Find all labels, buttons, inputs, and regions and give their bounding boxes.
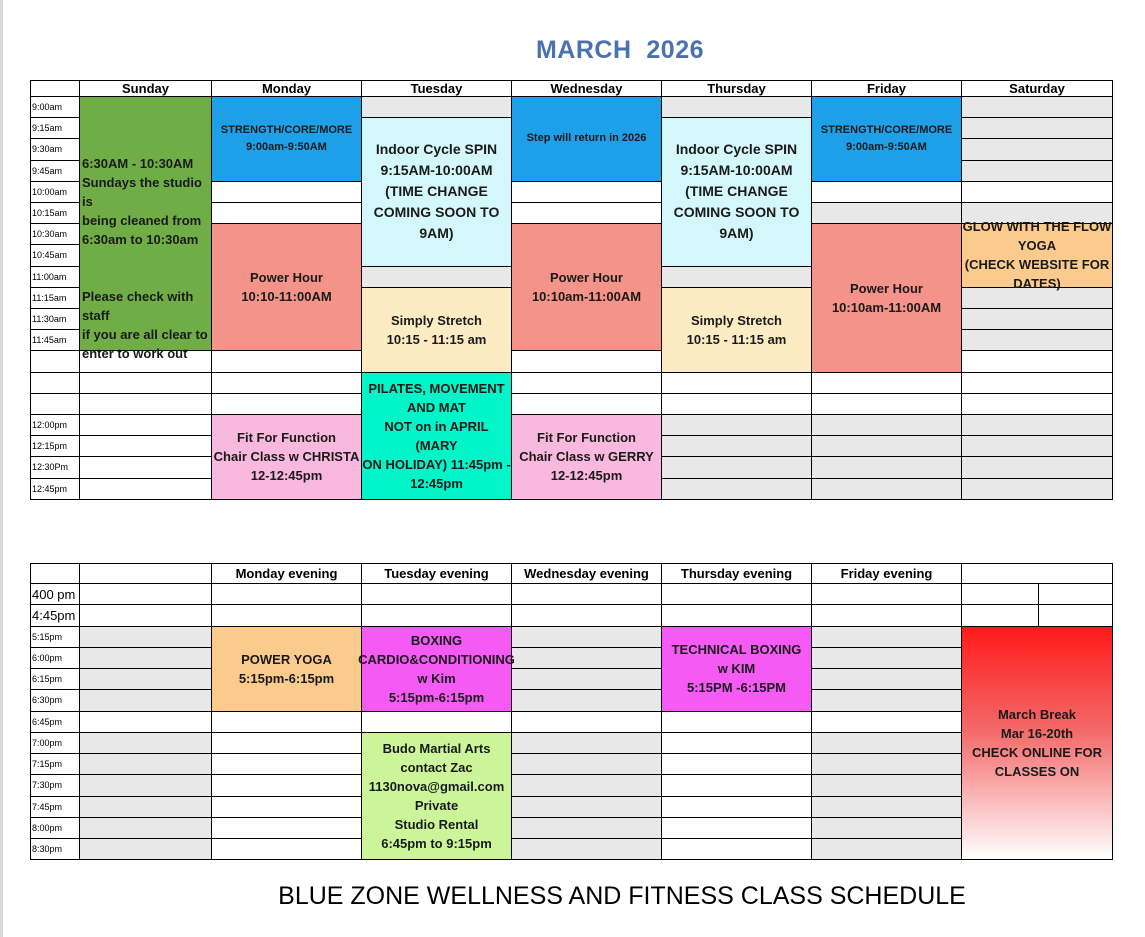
- schedule-cell: [962, 330, 1113, 351]
- schedule-cell: [662, 394, 812, 415]
- evening-header-wednesday-evening: Wednesday evening: [512, 563, 662, 584]
- time-label-11-15am: 11:15am: [30, 288, 80, 309]
- schedule-cell: [662, 457, 812, 478]
- monday-fit-for-function-text: Fit For Function Chair Class w CHRISTA 12-12:45pm: [213, 430, 360, 484]
- evening-time-label-7-45pm: 7:45pm: [30, 797, 80, 818]
- wednesday-power-hour-block: [512, 224, 662, 351]
- monday-strength-core-block: [212, 97, 362, 182]
- schedule-cell: [80, 415, 212, 436]
- time-label-10-00am: 10:00am: [30, 182, 80, 203]
- schedule-cell: [512, 373, 662, 394]
- evening-schedule-cell: [80, 690, 212, 711]
- time-label-blank-13: [30, 373, 80, 394]
- evening-time-label-4-45pm: 4:45pm: [30, 605, 80, 626]
- tuesday-boxing-cardio-text: BOXING CARDIO&CONDITIONING w Kim 5:15pm-6:15pm: [358, 632, 515, 705]
- evening-schedule-cell: [662, 775, 812, 796]
- time-label-12-15pm: 12:15pm: [30, 436, 80, 457]
- tuesday-indoor-cycle-text: Indoor Cycle SPIN 9:15AM-10:00AM (TIME CHANGE COMING SOON TO 9AM): [373, 141, 500, 242]
- evening-schedule-cell: [812, 839, 962, 860]
- evening-schedule-cell: [662, 712, 812, 733]
- schedule-cell: [962, 118, 1113, 139]
- schedule-footer-title: BLUE ZONE WELLNESS AND FITNESS CLASS SCHEDULE: [278, 882, 966, 910]
- time-label-9-15am: 9:15am: [30, 118, 80, 139]
- evening-schedule-cell: [512, 712, 662, 733]
- schedule-cell: [512, 203, 662, 224]
- evening-time-label-400-pm: 400 pm: [30, 584, 80, 605]
- schedule-cell: [962, 394, 1113, 415]
- evening-schedule-cell: [512, 733, 662, 754]
- evening-schedule-cell: [662, 839, 812, 860]
- thursday-technical-boxing-text: TECHNICAL BOXING w KIM 5:15PM -6:15PM: [671, 642, 802, 695]
- evening-schedule-cell: [812, 605, 962, 626]
- evening-schedule-cell: [80, 818, 212, 839]
- sunday-studio-cleaning-block: [80, 97, 212, 361]
- schedule-cell: [212, 182, 362, 203]
- evening-schedule-cell: [812, 818, 962, 839]
- time-label-12-00pm: 12:00pm: [30, 415, 80, 436]
- evening-time-label-8-00pm: 8:00pm: [30, 818, 80, 839]
- evening-time-label-8-30pm: 8:30pm: [30, 839, 80, 860]
- evening-schedule-cell: [512, 648, 662, 669]
- schedule-cell: [662, 373, 812, 394]
- evening-schedule-cell: [212, 712, 362, 733]
- schedule-cell: [962, 436, 1113, 457]
- evening-schedule-cell: [80, 669, 212, 690]
- thursday-simply-stretch-text: Simply Stretch 10:15 - 11:15 am: [686, 312, 787, 347]
- wednesday-fit-for-function-block: [512, 415, 662, 500]
- evening-header-friday-evening: Friday evening: [812, 563, 962, 584]
- evening-schedule-cell: [212, 605, 362, 626]
- tuesday-simply-stretch-block: [362, 288, 512, 373]
- evening-schedule-cell: [512, 797, 662, 818]
- evening-schedule-cell: [512, 818, 662, 839]
- evening-header-monday-evening: Monday evening: [212, 563, 362, 584]
- evening-schedule-cell: [80, 584, 212, 605]
- evening-schedule-cell: [212, 754, 362, 775]
- evening-schedule-cell: [362, 584, 512, 605]
- evening-schedule-cell: [812, 627, 962, 648]
- wednesday-step-block: [512, 97, 662, 182]
- day-header-monday: Monday: [212, 80, 362, 97]
- evening-time-label-6-30pm: 6:30pm: [30, 690, 80, 711]
- schedule-cell: [512, 351, 662, 372]
- evening-schedule-cell: [812, 690, 962, 711]
- schedule-cell: [962, 139, 1113, 160]
- time-label-10-15am: 10:15am: [30, 203, 80, 224]
- evening-schedule-cell: [812, 712, 962, 733]
- day-header-friday: Friday: [812, 80, 962, 97]
- evening-schedule-cell: [812, 733, 962, 754]
- evening-schedule-cell: [362, 712, 512, 733]
- day-header-wednesday: Wednesday: [512, 80, 662, 97]
- schedule-cell: [80, 394, 212, 415]
- schedule-cell: [962, 309, 1113, 330]
- time-label-12-30pm: 12:30Pm: [30, 457, 80, 478]
- evening-time-label-6-00pm: 6:00pm: [30, 648, 80, 669]
- schedule-cell: [212, 351, 362, 372]
- saturday-split-divider: [1038, 605, 1039, 626]
- schedule-cell: [962, 182, 1113, 203]
- tuesday-budo-martial-arts-block: [362, 733, 512, 861]
- monday-power-hour-text: Power Hour 10:10-11:00AM: [241, 270, 332, 305]
- time-label-11-45am: 11:45am: [30, 330, 80, 351]
- schedule-cell: [662, 97, 812, 118]
- time-label-11-30am: 11:30am: [30, 309, 80, 330]
- schedule-cell: [812, 479, 962, 500]
- schedule-cell: [962, 415, 1113, 436]
- evening-saturday-header: [962, 563, 1113, 584]
- evening-schedule-cell: [80, 648, 212, 669]
- day-header-tuesday: Tuesday: [362, 80, 512, 97]
- evening-schedule-cell: [512, 690, 662, 711]
- time-label-12-45pm: 12:45pm: [30, 479, 80, 500]
- time-label-10-30am: 10:30am: [30, 224, 80, 245]
- schedule-cell: [362, 97, 512, 118]
- evening-schedule-cell: [80, 605, 212, 626]
- schedule-cell: [962, 457, 1113, 478]
- saturday-glow-yoga-block: [962, 219, 1113, 292]
- march-break-notice-block: [962, 627, 1113, 861]
- friday-strength-core-text: STRENGTH/CORE/MORE 9:00am-9:50AM: [820, 123, 953, 153]
- schedule-cell: [962, 351, 1113, 372]
- evening-time-label-7-00pm: 7:00pm: [30, 733, 80, 754]
- schedule-cell: [812, 373, 962, 394]
- evening-schedule-cell: [812, 797, 962, 818]
- schedule-cell: [662, 479, 812, 500]
- evening-schedule-cell: [512, 754, 662, 775]
- schedule-cell: [962, 479, 1113, 500]
- evening-schedule-cell: [662, 797, 812, 818]
- schedule-cell: [362, 267, 512, 288]
- page-title: MARCH 2026: [535, 36, 705, 64]
- tuesday-budo-martial-arts-text: Budo Martial Arts contact Zac 1130nova@gmail.com Private Studio Rental 6:45pm to 9:15pm: [368, 741, 505, 851]
- evening-schedule-cell: [662, 733, 812, 754]
- page-left-edge: [0, 0, 3, 937]
- monday-strength-core-text: STRENGTH/CORE/MORE 9:00am-9:50AM: [220, 123, 353, 153]
- schedule-cell: [962, 97, 1113, 118]
- monday-power-yoga-text: POWER YOGA 5:15pm-6:15pm: [238, 651, 335, 686]
- schedule-cell: [662, 436, 812, 457]
- evening-time-column-header: [30, 563, 80, 584]
- evening-schedule-cell: [362, 605, 512, 626]
- tuesday-indoor-cycle-block: [362, 118, 512, 266]
- evening-schedule-cell: [812, 648, 962, 669]
- evening-schedule-cell: [662, 818, 812, 839]
- evening-schedule-cell: [80, 797, 212, 818]
- schedule-cell: [662, 267, 812, 288]
- evening-schedule-cell: [512, 627, 662, 648]
- sunday-studio-cleaning-text: 6:30AM - 10:30AM Sundays the studio is being cleaned from 6:30am to 10:30am Please check with staff if you are all clear to enter to work out: [82, 156, 208, 361]
- day-header-thursday: Thursday: [662, 80, 812, 97]
- schedule-cell: [662, 415, 812, 436]
- evening-schedule-cell: [80, 754, 212, 775]
- evening-schedule-cell: [512, 775, 662, 796]
- tuesday-boxing-cardio-block: [358, 627, 515, 712]
- evening-schedule-cell: [812, 584, 962, 605]
- evening-blank-header: [80, 563, 212, 584]
- evening-schedule-cell: [80, 775, 212, 796]
- evening-schedule-cell: [212, 584, 362, 605]
- schedule-cell: [812, 182, 962, 203]
- evening-schedule-cell: [662, 584, 812, 605]
- schedule-cell: [512, 182, 662, 203]
- wednesday-step-text: Step will return in 2026: [526, 132, 647, 145]
- schedule-cell: [80, 373, 212, 394]
- schedule-cell: [962, 161, 1113, 182]
- evening-schedule-cell: [212, 818, 362, 839]
- time-label-11-00am: 11:00am: [30, 267, 80, 288]
- evening-schedule-cell: [80, 712, 212, 733]
- time-label-9-00am: 9:00am: [30, 97, 80, 118]
- thursday-technical-boxing-block: [662, 627, 812, 712]
- friday-power-hour-text: Power Hour 10:10am-11:00AM: [831, 280, 942, 315]
- time-label-blank-14: [30, 394, 80, 415]
- schedule-cell: [512, 394, 662, 415]
- evening-time-label-5-15pm: 5:15pm: [30, 627, 80, 648]
- time-column-header: [30, 80, 80, 97]
- schedule-cell: [212, 203, 362, 224]
- evening-schedule-cell: [662, 754, 812, 775]
- evening-schedule-cell: [212, 797, 362, 818]
- schedule-cell: [812, 203, 962, 224]
- thursday-indoor-cycle-text: Indoor Cycle SPIN 9:15AM-10:00AM (TIME CHANGE COMING SOON TO 9AM): [673, 141, 800, 242]
- evening-schedule-cell: [80, 627, 212, 648]
- evening-schedule-cell: [812, 754, 962, 775]
- friday-power-hour-block: [812, 224, 962, 372]
- march-break-notice-text: March Break Mar 16-20th CHECK ONLINE FOR CLASSES ON: [972, 706, 1102, 779]
- schedule-cell: [812, 457, 962, 478]
- schedule-cell: [80, 479, 212, 500]
- evening-schedule-cell: [80, 733, 212, 754]
- evening-schedule-cell: [212, 775, 362, 796]
- schedule-cell: [80, 436, 212, 457]
- schedule-cell: [80, 457, 212, 478]
- schedule-cell: [212, 373, 362, 394]
- saturday-glow-yoga-text: GLOW WITH THE FLOW YOGA (CHECK WEBSITE FOR DATES): [962, 219, 1112, 292]
- saturday-split-divider: [1038, 584, 1039, 605]
- tuesday-pilates-text: PILATES, MOVEMENT AND MAT NOT on in APRIL (MARY ON HOLIDAY) 11:45pm - 12:45pm: [362, 380, 511, 491]
- thursday-indoor-cycle-block: [662, 118, 812, 266]
- thursday-simply-stretch-block: [662, 288, 812, 373]
- schedule-cell: [962, 373, 1113, 394]
- monday-power-hour-block: [212, 224, 362, 351]
- monday-fit-for-function-block: [212, 415, 362, 500]
- tuesday-pilates-block: [362, 373, 512, 500]
- time-label-blank-12: [30, 351, 80, 372]
- day-header-saturday: Saturday: [962, 80, 1113, 97]
- evening-schedule-cell: [512, 584, 662, 605]
- evening-schedule-cell: [512, 839, 662, 860]
- friday-strength-core-block: [812, 97, 962, 182]
- evening-header-tuesday-evening: Tuesday evening: [362, 563, 512, 584]
- evening-schedule-cell: [80, 839, 212, 860]
- evening-schedule-cell: [512, 669, 662, 690]
- evening-schedule-cell: [812, 669, 962, 690]
- monday-power-yoga-block: [212, 627, 362, 712]
- evening-schedule-cell: [812, 775, 962, 796]
- schedule-cell: [212, 394, 362, 415]
- wednesday-fit-for-function-text: Fit For Function Chair Class w GERRY 12-12:45pm: [519, 430, 654, 484]
- wednesday-power-hour-text: Power Hour 10:10am-11:00AM: [531, 270, 642, 305]
- time-label-10-45am: 10:45am: [30, 245, 80, 266]
- schedule-cell: [812, 436, 962, 457]
- evening-schedule-cell: [512, 605, 662, 626]
- evening-header-thursday-evening: Thursday evening: [662, 563, 812, 584]
- schedule-cell: [812, 394, 962, 415]
- schedule-cell: [812, 415, 962, 436]
- tuesday-simply-stretch-text: Simply Stretch 10:15 - 11:15 am: [386, 312, 487, 347]
- time-label-9-45am: 9:45am: [30, 161, 80, 182]
- evening-time-label-7-15pm: 7:15pm: [30, 754, 80, 775]
- evening-time-label-6-15pm: 6:15pm: [30, 669, 80, 690]
- evening-time-label-6-45pm: 6:45pm: [30, 712, 80, 733]
- evening-schedule-cell: [212, 733, 362, 754]
- evening-schedule-cell: [212, 839, 362, 860]
- time-label-9-30am: 9:30am: [30, 139, 80, 160]
- evening-schedule-cell: [662, 605, 812, 626]
- day-header-sunday: Sunday: [80, 80, 212, 97]
- evening-time-label-7-30pm: 7:30pm: [30, 775, 80, 796]
